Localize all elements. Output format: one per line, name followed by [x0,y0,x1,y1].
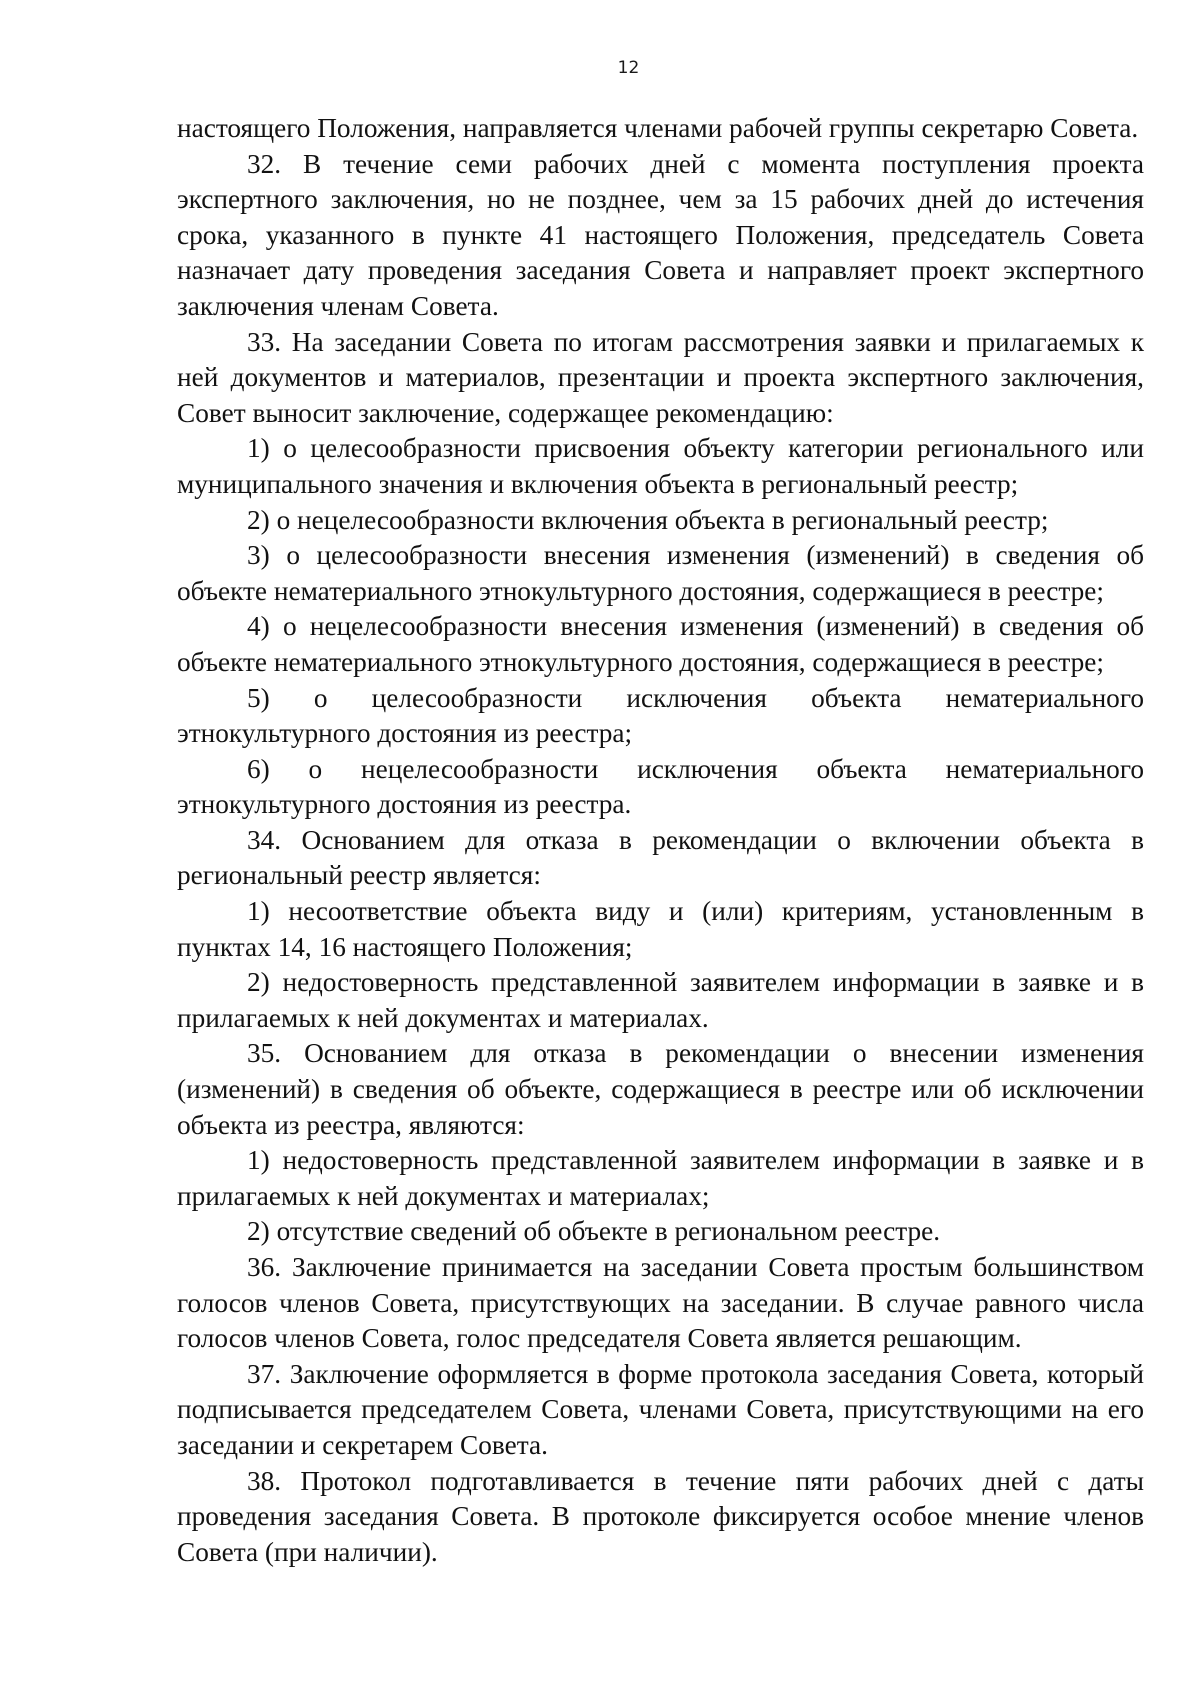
paragraph-31-continuation: настоящего Положения, направляется членами рабочей группы секретарю Совета. [177,113,1139,143]
paragraph-35: 35. Основанием для отказа в рекомендации о внесении изменения (изменений) в сведения об объекте, содержащиеся в реестре или об исключении объекта из реестра, являются: [177,1038,1144,1140]
page-number: 12 [617,58,640,78]
paragraph-35-item-2: 2) отсутствие сведений об объекте в региональном реестре. [247,1216,941,1247]
paragraph-33-item-2: 2) о нецелесообразности включения объекта в региональный реестр; [247,504,1049,535]
paragraph-35-item-1: 1) недостоверность представленной заявителем информации в заявке и в прилагаемых к ней документах и материалах; [177,1145,1144,1211]
paragraph-34-item-2: 2) недостоверность представленной заявителем информации в заявке и в прилагаемых к ней документах и материалах. [177,967,1144,1033]
paragraph-33-item-6: 6) о нецелесообразности исключения объекта нематериального этнокультурного достояния из реестра. [177,753,1144,820]
paragraph-33-item-3: 3) о целесообразности внесения изменения (изменений) в сведения об объекте нематериального этнокультурного достояния, содержащиеся в реестре; [177,540,1144,606]
paragraph-36: 36. Заключение принимается на заседании Совета простым большинством голосов членов Совета, присутствующих на заседании. В случае равного числа голосов членов Совета, голос председателя Совета является решающим. [177,1252,1144,1354]
paragraph-33-item-5: 5) о целесообразности исключения объекта нематериального этнокультурного достояния из реестра; [177,682,1144,749]
paragraph-37: 37. Заключение оформляется в форме протокола заседания Совета, который подписывается председателем Совета, членами Совета, присутствующими на его заседании и секретарем Совета. [177,1358,1144,1460]
paragraph-33-item-4: 4) о нецелесообразности внесения изменения (изменений) в сведения об объекте нематериального этнокультурного достояния, содержащиеся в реестре; [177,611,1144,677]
paragraph-33-item-1: 1) о целесообразности присвоения объекту категории регионального или муниципального значения и включения объекта в региональный реестр; [177,433,1144,499]
paragraph-34-item-1: 1) несоответствие объекта виду и (или) критериям, установленным в пунктах 14, 16 настоящего Положения; [177,896,1144,962]
paragraph-32: 32. В течение семи рабочих дней с момента поступления проекта экспертного заключения, но не позднее, чем за 15 рабочих дней до истечения срока, указанного в пункте 41 настоящего Положения, председатель Совета назначает дату проведения заседания Совета и направляет проект экспертного заключения членам Совета. [177,148,1144,321]
paragraph-34: 34. Основанием для отказа в рекомендации о включении объекта в региональный реестр является: [177,824,1144,891]
paragraph-38: 38. Протокол подготавливается в течение пяти рабочих дней с даты проведения заседания Совета. В протоколе фиксируется особое мнение членов Совета (при наличии). [177,1465,1144,1567]
document-body [177,111,1144,1570]
paragraph-33: 33. На заседании Совета по итогам рассмотрения заявки и прилагаемых к ней документов и материалов, презентации и проекта экспертного заключения, Совет выносит заключение, содержащее рекомендацию: [177,326,1144,428]
